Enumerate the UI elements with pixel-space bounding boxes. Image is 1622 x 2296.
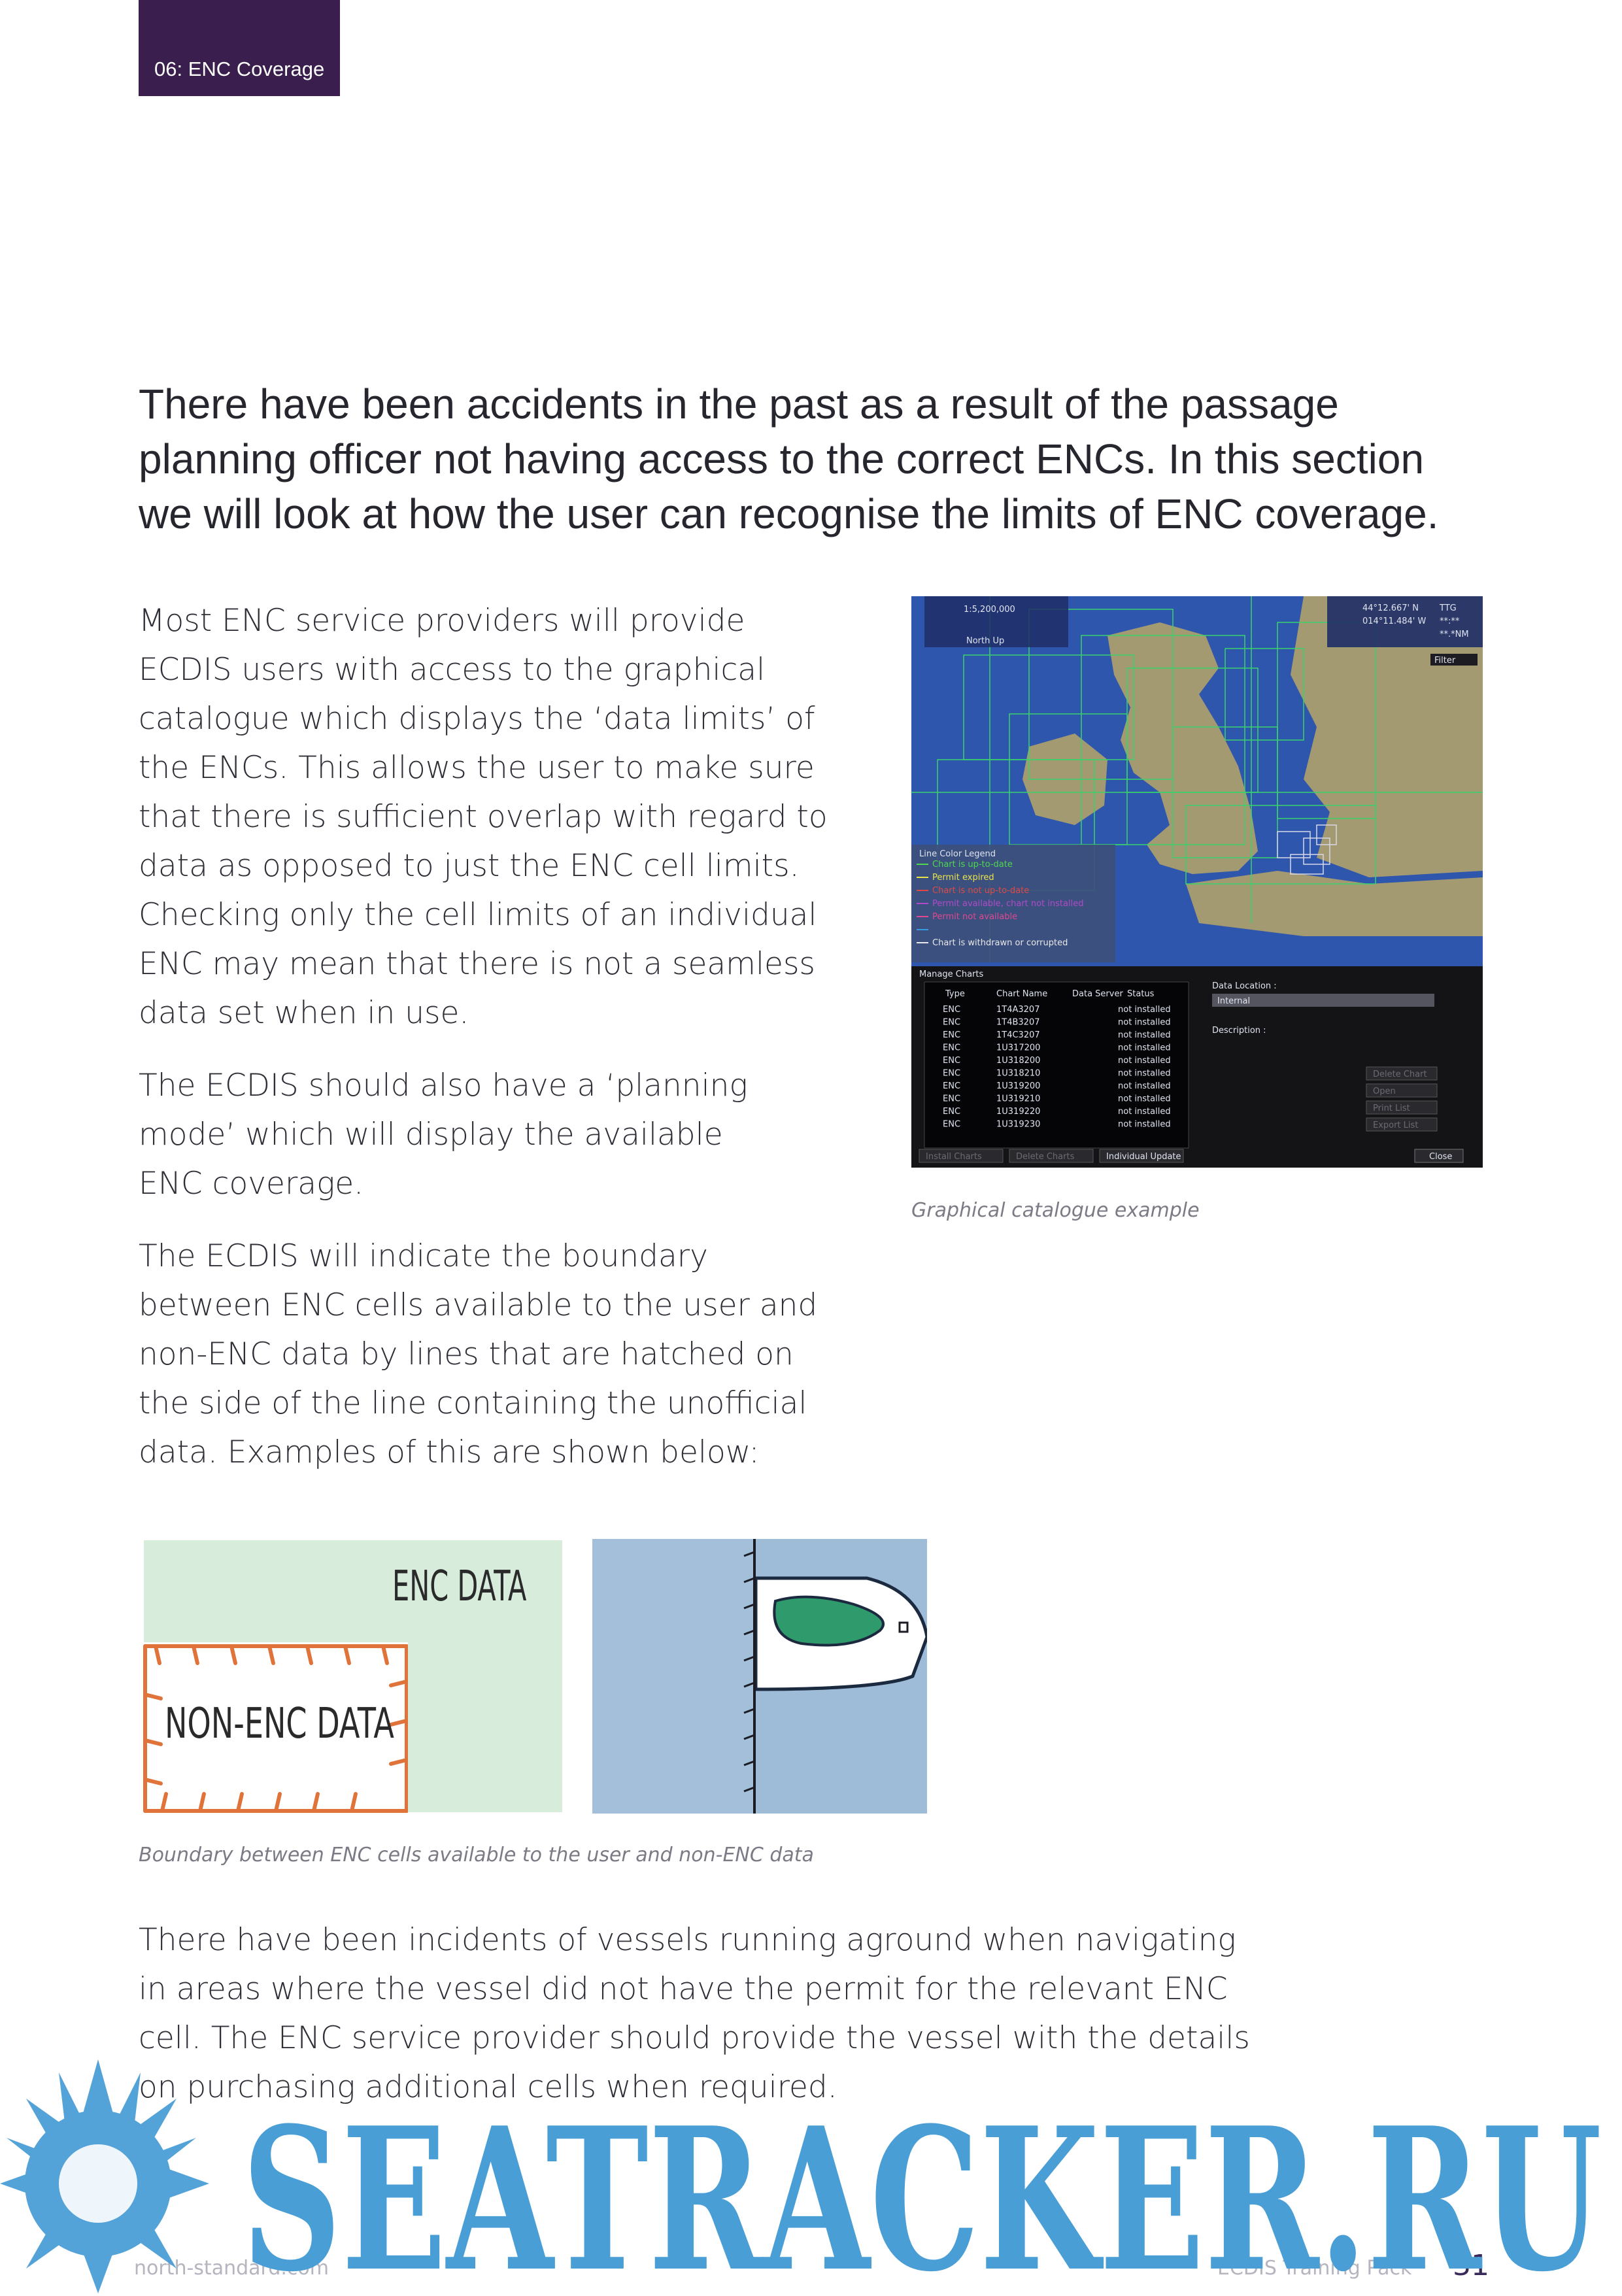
row-chart-name: 1U319210	[996, 1094, 1041, 1104]
row-status: not installed	[1118, 1056, 1171, 1066]
text-line: ECDIS users with access to the graphical	[139, 652, 766, 688]
row-chart-name: 1U319230	[996, 1119, 1041, 1130]
section-tab-label: 06: ENC Coverage	[154, 58, 325, 80]
intro-heading	[139, 377, 1446, 541]
row-chart-name: 1T4B3207	[996, 1017, 1040, 1028]
bottom-button-label: Individual Update	[1106, 1152, 1181, 1162]
text-line: There have been incidents of vessels running aground when navigating	[139, 1922, 1236, 1958]
row-type: ENC	[943, 1119, 961, 1130]
row-type: ENC	[943, 1005, 961, 1015]
text-line: the ENCs. This allows the user to make sure	[139, 750, 815, 786]
paragraph-data-limits	[139, 596, 871, 1038]
paragraph-boundary	[139, 1232, 871, 1477]
text-line: cell. The ENC service provider should provide the vessel with the details	[139, 2020, 1250, 2056]
row-chart-name: 1U318200	[996, 1056, 1041, 1066]
paragraph-planning-mode	[139, 1061, 871, 1208]
row-type: ENC	[943, 1068, 961, 1079]
text-line: non-ENC data by lines that are hatched on	[139, 1336, 794, 1372]
orientation-readout: North Up	[966, 636, 1005, 646]
text-line: data. Examples of this are shown below:	[139, 1434, 760, 1470]
enc-data-label: ENC DATA	[392, 1562, 527, 1611]
footer-website: north-standard.com	[134, 2257, 329, 2280]
text-line: mode’ which will display the available	[139, 1117, 723, 1153]
row-type: ENC	[943, 1043, 961, 1053]
legend-item-label: Chart is not up-to-date	[932, 886, 1030, 896]
row-status: not installed	[1118, 1043, 1171, 1053]
row-type: ENC	[943, 1107, 961, 1117]
catalogue-caption: Graphical catalogue example	[911, 1199, 1200, 1222]
text-line: The ECDIS should also have a ‘planning	[139, 1068, 748, 1104]
column-header[interactable]: Chart Name	[996, 989, 1048, 999]
data-location-label: Data Location :	[1212, 981, 1277, 991]
text-line: Checking only the cell limits of an individual	[139, 897, 817, 933]
text-line: Most ENC service providers will provide	[139, 603, 745, 639]
row-chart-name: 1T4C3207	[996, 1030, 1040, 1040]
column-header[interactable]: Status	[1127, 989, 1155, 999]
row-chart-name: 1U319200	[996, 1081, 1041, 1091]
footer-title: ECDIS Training Pack	[1217, 2257, 1412, 2280]
text-line: data set when in use.	[139, 995, 469, 1031]
text-line: The ECDIS will indicate the boundary	[139, 1238, 708, 1274]
boundary-caption: Boundary between ENC cells available to the user and non-ENC data	[139, 1844, 814, 1866]
data-location-value: Internal	[1217, 996, 1251, 1006]
watermark-text: SEATRACKER.RU	[242, 2084, 1602, 2293]
row-status: not installed	[1118, 1107, 1171, 1117]
non-enc-data-label: NON-ENC DATA	[165, 1700, 394, 1748]
description-label: Description :	[1212, 1026, 1266, 1036]
row-status: not installed	[1118, 1081, 1171, 1091]
row-status: not installed	[1118, 1030, 1171, 1040]
filter-button[interactable]: Filter	[1434, 656, 1456, 666]
latitude-readout: 44°12.667' N	[1362, 603, 1419, 613]
row-status: not installed	[1118, 1094, 1171, 1104]
side-button-label: Print List	[1373, 1104, 1410, 1113]
intro-line: There have been accidents in the past as a result of the passage	[139, 380, 1339, 428]
bottom-button-label: Delete Charts	[1016, 1152, 1075, 1162]
hatched-boundary-chart	[592, 1539, 927, 1814]
scale-readout: 1:5,200,000	[964, 605, 1015, 615]
bottom-button-label: Install Charts	[926, 1152, 982, 1162]
row-chart-name: 1T4A3207	[996, 1005, 1040, 1015]
row-chart-name: 1U317200	[996, 1043, 1041, 1053]
row-chart-name: 1U318210	[996, 1068, 1041, 1079]
text-line: on purchasing additional cells when required.	[139, 2069, 837, 2105]
row-type: ENC	[943, 1017, 961, 1028]
side-button-label: Export List	[1373, 1121, 1419, 1130]
text-line: that there is sufficient overlap with regard to	[139, 799, 828, 835]
legend-item-label: Chart is withdrawn or corrupted	[932, 938, 1068, 948]
watermark-svg	[0, 2053, 1622, 2293]
text-line: data as opposed to just the ENC cell limits.	[139, 848, 800, 884]
ttg-label: TTG	[1440, 603, 1457, 613]
side-button-label: Open	[1373, 1087, 1396, 1096]
intro-line: planning officer not having access to the correct ENCs. In this section	[139, 435, 1425, 482]
side-button-label: Delete Chart	[1373, 1070, 1427, 1079]
row-type: ENC	[943, 1081, 961, 1091]
column-header[interactable]: Type	[945, 989, 965, 999]
intro-line: we will look at how the user can recognise the limits of ENC coverage.	[139, 490, 1439, 537]
legend-item-label: Permit expired	[932, 873, 994, 883]
text-line: catalogue which displays the ‘data limits’ of	[139, 701, 815, 737]
graphical-catalogue-screenshot	[911, 596, 1483, 1168]
body-column	[139, 596, 871, 1500]
row-type: ENC	[943, 1094, 961, 1104]
text-line: ENC coverage.	[139, 1166, 364, 1202]
distance-readout: **.*NM	[1440, 630, 1469, 639]
legend-title: Line Color Legend	[919, 849, 996, 859]
row-type: ENC	[943, 1030, 961, 1040]
row-status: not installed	[1118, 1005, 1171, 1015]
bottom-buttons	[919, 1149, 1183, 1162]
row-chart-name: 1U319220	[996, 1107, 1041, 1117]
text-line: ENC may mean that there is not a seamless	[139, 946, 815, 982]
watermark	[0, 2053, 1622, 2293]
page-number: 31	[1453, 2249, 1489, 2282]
ecdis-chart-svg	[911, 596, 1483, 1168]
legend-item-label: Chart is up-to-date	[932, 860, 1013, 869]
legend-item-label: Permit available, chart not installed	[932, 899, 1084, 909]
column-header[interactable]: Data Server	[1072, 989, 1123, 999]
row-status: not installed	[1118, 1068, 1171, 1079]
row-type: ENC	[943, 1056, 961, 1066]
longitude-readout: 014°11.484' W	[1362, 616, 1427, 626]
row-status: not installed	[1118, 1119, 1171, 1130]
row-status: not installed	[1118, 1017, 1171, 1028]
text-line: the side of the line containing the unofficial	[139, 1385, 807, 1421]
legend-item-label: Permit not available	[932, 912, 1018, 922]
boundary-chart-svg	[592, 1539, 927, 1814]
manage-charts-title: Manage Charts	[919, 970, 984, 979]
ttg-value: **:**	[1440, 616, 1460, 626]
text-line: between ENC cells available to the user and	[139, 1287, 818, 1323]
close-button-label: Close	[1429, 1152, 1453, 1162]
section-tab	[139, 0, 340, 96]
france-landmass	[1186, 871, 1483, 936]
text-line: in areas where the vessel did not have the permit for the relevant ENC	[139, 1971, 1228, 2007]
